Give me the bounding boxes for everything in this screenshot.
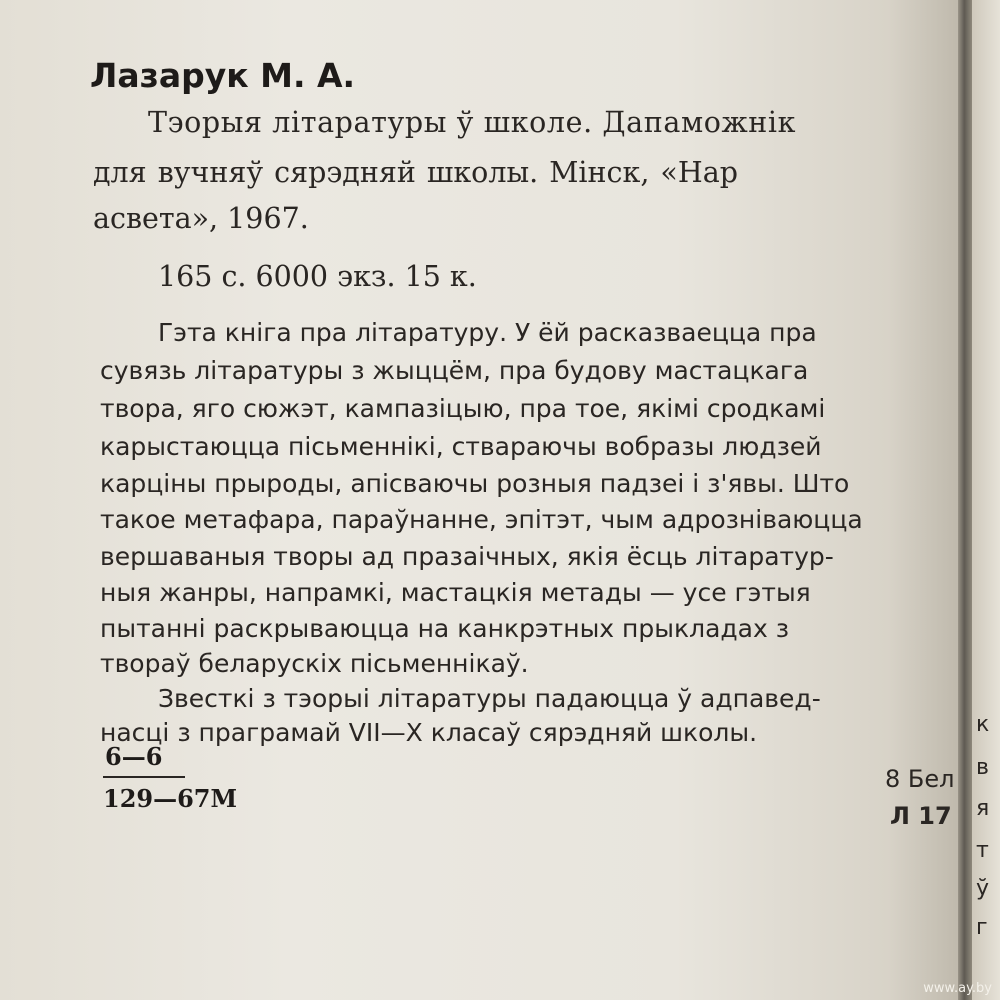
adjacent-page-char: г	[976, 915, 988, 940]
annotation-line: карціны прыроды, апісваючы розныя падзеі і з'явы. Што	[100, 469, 850, 498]
imprint-line: 165 с. 6000 экз. 15 к.	[158, 260, 477, 293]
annotation-line: сувязь літаратуры з жыццём, пра будову мастацкага	[100, 356, 809, 385]
catalog-code-bottom: 129—67М	[103, 784, 238, 813]
annotation-line: твораў беларускіх пісьменнікаў.	[100, 649, 529, 678]
annotation-line: Звесткі з тэорыі літаратуры падаюцца ў адпавед-	[158, 684, 821, 713]
annotation-line: пытанні раскрываюцца на канкрэтных прыкладах з	[100, 614, 790, 643]
annotation-line: карыстаюцца пісьменнікі, ствараючы вобразы людзей	[100, 432, 822, 461]
adjacent-page-char: ў	[976, 876, 990, 901]
adjacent-page-char: в	[976, 755, 989, 780]
annotation-line: Гэта кніга пра літаратуру. У ёй расказваецца пра	[158, 318, 817, 347]
annotation-line: ныя жанры, напрамкі, мастацкія метады — усе гэтыя	[100, 578, 811, 607]
catalog-code-top: 6—6	[105, 742, 163, 771]
annotation-line: вершаваныя творы ад празаічных, якія ёсць літаратур-	[100, 542, 834, 571]
title-line: Тэорыя літаратуры ў школе. Дапаможнік	[148, 106, 797, 139]
classification-index: Л 17	[890, 802, 952, 830]
watermark: www.ay.by	[923, 981, 992, 996]
classification-index: 8 Бел	[885, 765, 955, 793]
code-divider	[103, 776, 185, 778]
title-line: асвета», 1967.	[93, 202, 309, 235]
annotation-line: насці з праграмай VII—X класаў сярэдняй школы.	[100, 718, 758, 747]
adjacent-page-char: я	[976, 796, 990, 821]
author-name: Лазарук М. А.	[90, 56, 356, 95]
adjacent-page-char: т	[976, 838, 989, 863]
title-line: для вучняў сярэдняй школы. Мінск, «Нар	[93, 156, 738, 189]
adjacent-page-char: к	[976, 712, 990, 737]
book-gutter	[958, 0, 972, 1000]
annotation-line: твора, яго сюжэт, кампазіцыю, пра тое, якімі сродкамі	[100, 394, 826, 423]
annotation-line: такое метафара, параўнанне, эпітэт, чым адрозніваюцца	[100, 505, 863, 534]
